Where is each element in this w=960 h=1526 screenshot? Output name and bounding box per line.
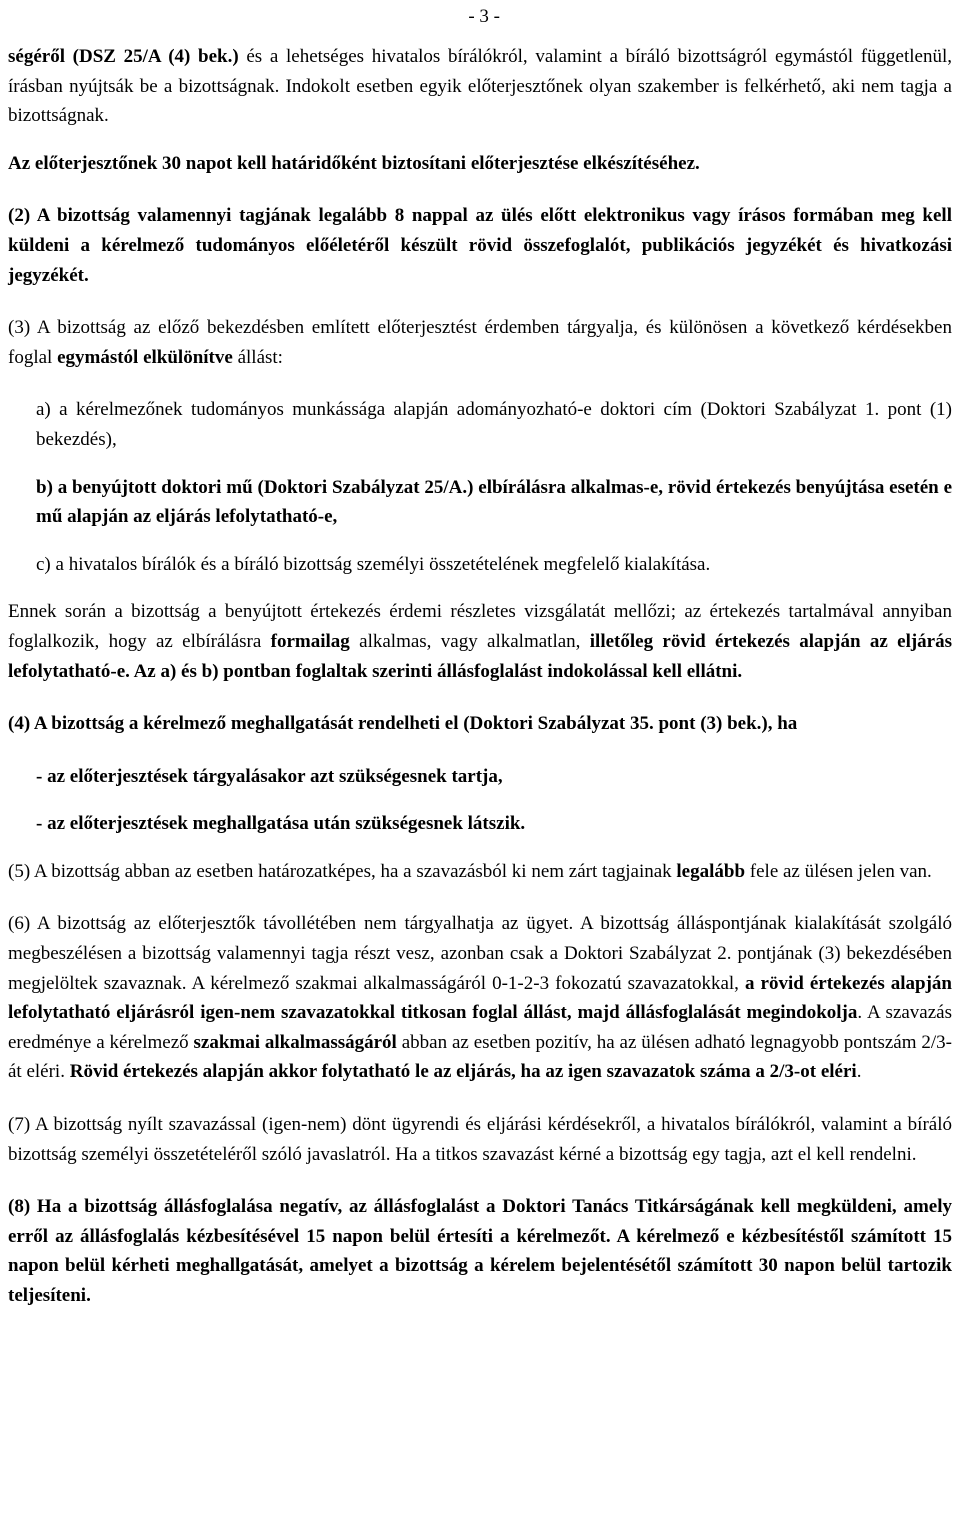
dash-item-1 xyxy=(36,762,952,792)
paragraph-section-8 xyxy=(8,1192,952,1310)
text: Ennek során a bizottság a benyújtott értekezés érdemi részletes vizsgálatát mellőzi; az értekezés tartalmával annyiban foglalkozik, hogy az elbírálásra xyxy=(8,601,952,652)
paragraph-section-6 xyxy=(8,909,952,1087)
text-bold: (8) Ha a bizottság állásfoglalása negatív, az állásfoglalást a Doktori Tanács Titkárságának kell megküldeni, amely erről az állásfoglalás kézbesítésével 15 napon belül értesíti a kérelmezőt. A kérelmező e kézbesítéstől számított 15 napon belül kérheti meghallgatását, amelyet a bizottság a kérelem bejelentésétől számított 30 napon belül tartozik teljesíteni. xyxy=(8,1196,952,1306)
paragraph-section-3 xyxy=(8,313,952,372)
text: állást: xyxy=(232,346,283,368)
text-bold: - az előterjesztések tárgyalásakor azt szükségesnek tartja, xyxy=(36,765,503,787)
list-item-c xyxy=(36,550,952,580)
paragraph-section-2 xyxy=(8,201,952,290)
text: . A szavazás eredménye a kérelmező xyxy=(8,1002,952,1053)
paragraph-section-5 xyxy=(8,857,952,887)
text: (3) A bizottság az előző bekezdésben említett előterjesztést érdemben tárgyalja, és különösen a következő kérdésekben foglal xyxy=(8,317,952,368)
text: fele az ülésen jelen van. xyxy=(745,860,932,882)
text-bold: - az előterjesztések meghallgatása után szükségesnek látszik. xyxy=(36,813,526,835)
text-bold: a rövid értekezés alapján lefolytatható eljárásról igen-nem szavazatokkal titkosan foglal állást, majd állásfoglalását megindokolja xyxy=(8,972,952,1024)
text-bold: formailag xyxy=(270,630,350,652)
text-bold: ségéről (DSZ 25/A (4) bek.) xyxy=(8,46,239,67)
text-bold: egymástól elkülönítve xyxy=(57,346,233,368)
text: alkalmas, vagy alkalmatlan, xyxy=(349,630,590,652)
text-bold: Rövid értekezés alapján akkor folytatható le az eljárás, ha az igen szavazatok száma a 2/3-ot eléri xyxy=(69,1061,857,1083)
text-bold: (4) A bizottság a kérelmező meghallgatását rendelheti el (Doktori Szabályzat 35. pont (3) bek.), ha xyxy=(8,713,798,735)
text: a) a kérelmezőnek tudományos munkássága alapján adományozható-e doktori cím (Doktori Szabályzat 1. pont (1) bekezdés), xyxy=(36,399,952,450)
paragraph-section-7 xyxy=(8,1110,952,1169)
paragraph-section-4 xyxy=(8,709,952,739)
paragraph-deadline xyxy=(8,149,952,179)
text: (6) A bizottság az előterjesztők távollétében nem tárgyalhatja az ügyet. A bizottság álláspontjának kialakítását szolgáló megbeszélésen a bizottság valamennyi tagja részt vesz, azonban csak a Doktori Szabályzat 2. pontjának (3) bekezdésében megjelöltek szavaznak. A kérelmező szakmai alkalmasságáról 0-1-2-3 fokozatú szavazatokkal, xyxy=(8,913,952,994)
text-bold: illetőleg rövid értekezés alapján az eljárás lefolytatható-e. Az a) és b) pontban foglaltak szerinti állásfoglalást indokolással kell ellátni. xyxy=(8,630,952,682)
text-bold: b) a benyújtott doktori mű (Doktori Szabályzat 25/A.) elbírálásra alkalmas-e, rövid értekezés benyújtása esetén e mű alapján az eljárás lefolytatható-e, xyxy=(36,476,952,528)
text-bold: (2) A bizottság valamennyi tagjának legalább 8 nappal az ülés előtt elektronikus vagy írásos formában meg kell küldeni a kérelmező tudományos előéletéről készült rövid összefoglalót, publikációs jegyzékét és hivatkozási jegyzékét. xyxy=(8,205,952,286)
page-number: - 3 - xyxy=(468,6,500,27)
text: abban az esetben pozitív, ha az ülésen adható legnagyobb pontszám 2/3-át eléri. xyxy=(8,1031,952,1083)
paragraph-continuation xyxy=(8,42,952,131)
text-bold: legalább xyxy=(676,860,746,882)
list-item-a xyxy=(36,395,952,454)
list-item-b xyxy=(36,473,952,532)
text: és a lehetséges hivatalos bírálókról, valamint a bíráló bizottságról egymástól függetlenül, írásban nyújtsák be a bizottságnak. Indokolt esetben egyik előterjesztőnek olyan szakember is felkérhető, aki nem tagja a bizottságnak. xyxy=(8,46,953,127)
text-bold: Az előterjesztőnek 30 napot kell határidőként biztosítani előterjesztése elkészítéséhez. xyxy=(8,152,700,174)
text: . xyxy=(856,1061,862,1083)
text-bold: szakmai alkalmasságáról xyxy=(193,1031,397,1053)
dash-item-2 xyxy=(36,809,952,839)
text: c) a hivatalos bírálók és a bíráló bizottság személyi összetételének megfelelő kialakítása. xyxy=(36,553,711,575)
text: (7) A bizottság nyílt szavazással (igen-nem) dönt ügyrendi és eljárási kérdésekről, a hivatalos bírálókról, valamint a bíráló bizottság személyi összetételéről szóló javaslatról. Ha a titkos szavazást kérné a bizottság egy tagja, azt el kell rendelni. xyxy=(8,1114,952,1165)
paragraph-examination xyxy=(8,597,952,686)
text: (5) A bizottság abban az esetben határozatképes, ha a szavazásból ki nem zárt tagjainak xyxy=(8,860,677,882)
